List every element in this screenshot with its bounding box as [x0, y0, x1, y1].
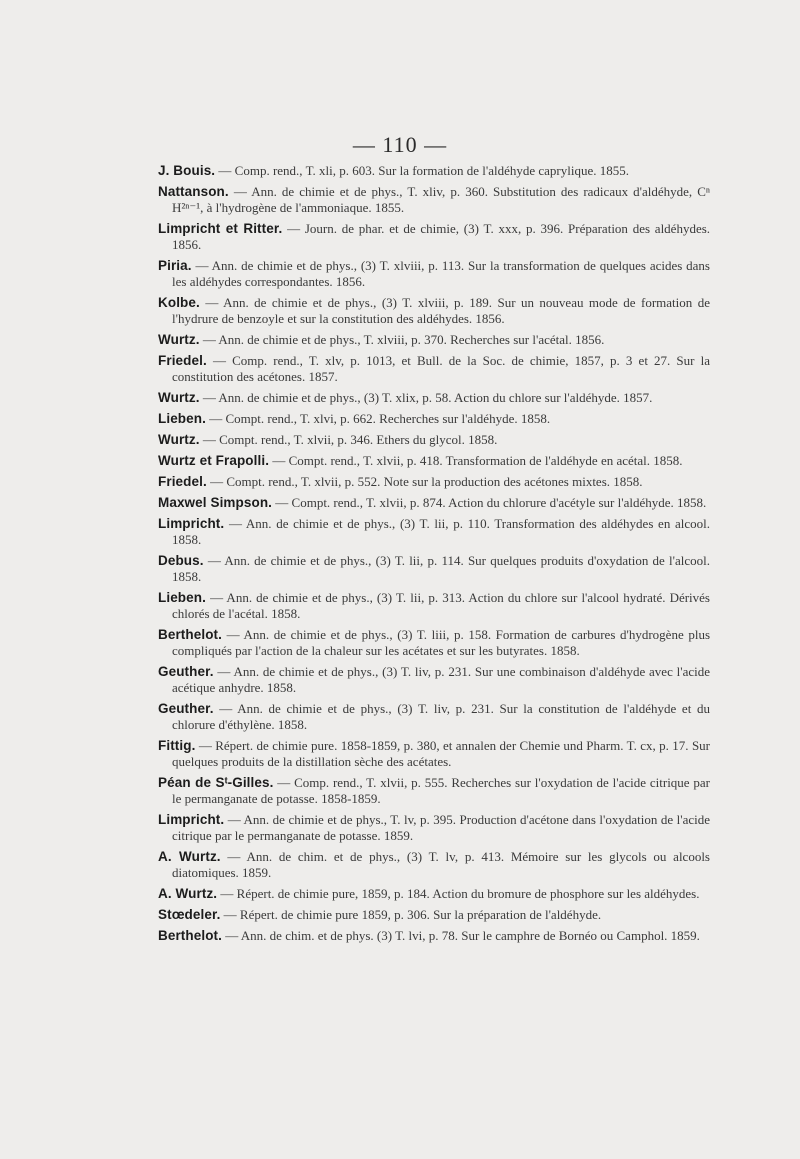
entry-author: Limpricht. — [158, 812, 225, 827]
entry-author: A. Wurtz. — [158, 849, 221, 864]
entry-reference: — Ann. de chimie et de phys., (3) T. lii, p. 110. Transformation des aldéhydes en alcool. 1858. — [172, 516, 711, 547]
entry-author: Piria. — [158, 258, 192, 273]
bibliography-entry — [158, 495, 710, 511]
entry-author: Nattanson. — [158, 184, 229, 199]
page-number: — 110 — — [352, 132, 448, 157]
entry-author: Wurtz. — [158, 432, 200, 447]
entry-reference: — Ann. de chim. et de phys. (3) T. lvi, p. 78. Sur le camphre de Bornéo ou Camphol. 1859. — [225, 928, 700, 943]
entry-author: Geuther. — [158, 664, 214, 679]
entry-reference: — Compt. rend., T. xlvii, p. 874. Action du chlorure d'acétyle sur l'aldéhyde. 1858. — [275, 495, 707, 510]
entry-author: Fittig. — [158, 738, 196, 753]
bibliography-entry — [158, 849, 710, 881]
bibliography-entry — [158, 886, 710, 902]
bibliography-entry — [158, 184, 710, 216]
bibliography-entry — [158, 432, 710, 448]
entry-author: A. Wurtz. — [158, 886, 218, 901]
entry-author: Friedel. — [158, 474, 207, 489]
entry-reference: — Compt. rend., T. xlvii, p. 552. Note sur la production des acétones mixtes. 1858. — [210, 474, 643, 489]
entry-author: Kolbe. — [158, 295, 200, 310]
entry-author: Wurtz et Frapolli. — [158, 453, 270, 468]
entry-author: J. Bouis. — [158, 163, 216, 178]
bibliography-entry — [158, 332, 710, 348]
entry-reference: — Comp. rend., T. xlv, p. 1013, et Bull. de la Soc. de chimie, 1857, p. 3 et 27. Sur la constitution des acétones. 1857. — [172, 353, 710, 384]
entry-reference: — Compt. rend., T. xlvi, p. 662. Recherches sur l'aldéhyde. 1858. — [209, 411, 551, 426]
entry-reference: — Ann. de chim. et de phys., (3) T. lv, p. 413. Mémoire sur les glycols ou alcools diatomiques. 1859. — [172, 849, 710, 880]
entry-author: Stœdeler. — [158, 907, 221, 922]
entry-author: Lieben. — [158, 411, 206, 426]
bibliography-entry — [158, 163, 710, 179]
entry-author: Maxwel Simpson. — [158, 495, 273, 510]
entry-author: Limpricht et Ritter. — [158, 221, 283, 236]
bibliography-entry — [158, 553, 710, 585]
entry-reference: — Compt. rend., T. xlvii, p. 346. Ethers du glycol. 1858. — [202, 432, 498, 447]
entry-reference: — Ann. de chimie et de phys., T. xlviii, p. 370. Recherches sur l'acétal. 1856. — [202, 332, 605, 347]
entry-reference: — Ann. de chimie et de phys., (3) T. xlix, p. 58. Action du chlore sur l'aldéhyde. 1857. — [202, 390, 653, 405]
bibliography-entry — [158, 738, 710, 770]
bibliography-entry — [158, 701, 710, 733]
bibliography-entry — [158, 775, 710, 807]
bibliography-entry — [158, 928, 710, 944]
bibliography-entry — [158, 907, 710, 923]
entry-reference: — Répert. de chimie pure. 1858-1859, p. 380, et annalen der Chemie und Pharm. T. cx, p. 17. Sur quelques produits de la distillation sèche des acétates. — [172, 738, 711, 769]
bibliography-entry — [158, 453, 710, 469]
entry-author: Péan de Sᵗ-Gilles. — [158, 775, 274, 790]
bibliography-entry — [158, 295, 710, 327]
bibliography-entry — [158, 812, 710, 844]
bibliography-entry — [158, 664, 710, 696]
entry-reference: — Comp. rend., T. xli, p. 603. Sur la formation de l'aldéhyde caprylique. 1855. — [218, 163, 629, 178]
entry-reference: — Comp. rend., T. xlvii, p. 555. Recherches sur l'oxydation de l'acide citrique par le permanganate de potasse. 1858-1859. — [172, 775, 711, 806]
entry-author: Limpricht. — [158, 516, 225, 531]
entry-author: Lieben. — [158, 590, 206, 605]
bibliography-entry — [158, 353, 710, 385]
entry-reference: — Compt. rend., T. xlvii, p. 418. Transformation de l'aldéhyde en acétal. 1858. — [272, 453, 683, 468]
entry-reference: — Ann. de chimie et de phys., (3) T. liv, p. 231. Sur la constitution de l'aldéhyde et du chlorure d'éthylène. 1858. — [172, 701, 710, 732]
entry-reference: — Ann. de chimie et de phys., (3) T. xlviii, p. 189. Sur un nouveau mode de formation de l'hydrure de benzoyle et sur la constitution des aldéhydes. 1856. — [172, 295, 710, 326]
entry-reference: — Ann. de chimie et de phys., (3) T. liii, p. 158. Formation de carbures d'hydrogène plus compliqués par l'action de la chaleur sur les acétates et sur les butyrates. 1858. — [172, 627, 711, 658]
bibliography-entry — [158, 390, 710, 406]
bibliography-entry — [158, 474, 710, 490]
entry-reference: — Ann. de chimie et de phys., (3) T. xlviii, p. 113. Sur la transformation de quelques acides dans les aldéhydes correspondantes. 1856. — [172, 258, 710, 289]
bibliography-entry — [158, 258, 710, 290]
entry-reference: — Ann. de chimie et de phys., (3) T. lii, p. 114. Sur quelques produits d'oxydation de l'alcool. 1858. — [172, 553, 710, 584]
bibliography-entry — [158, 590, 710, 622]
bibliography-entry — [158, 411, 710, 427]
bibliography-entry — [158, 221, 710, 253]
entry-author: Berthelot. — [158, 928, 223, 943]
entry-reference: — Répert. de chimie pure 1859, p. 306. Sur la préparation de l'aldéhyde. — [223, 907, 602, 922]
entry-reference: — Ann. de chimie et de phys., T. lv, p. 395. Production d'acétone dans l'oxydation de l'acide citrique par le permanganate de potasse. 1859. — [172, 812, 711, 843]
entry-reference: — Répert. de chimie pure, 1859, p. 184. Action du bromure de phosphore sur les aldéhydes. — [220, 886, 700, 901]
entry-reference: — Ann. de chimie et de phys., (3) T. liv, p. 231. Sur une combinaison d'aldéhyde avec l'acide acétique anhydre. 1858. — [172, 664, 711, 695]
entry-author: Geuther. — [158, 701, 214, 716]
bibliography-list — [158, 163, 710, 949]
entry-author: Debus. — [158, 553, 204, 568]
bibliography-entry — [158, 627, 710, 659]
entry-reference: — Journ. de phar. et de chimie, (3) T. xxx, p. 396. Préparation des aldéhydes. 1856. — [172, 221, 711, 252]
entry-reference: — Ann. de chimie et de phys., T. xliv, p. 360. Substitution des radicaux d'aldéhyde, Cⁿ H²ⁿ⁻¹, à l'hydrogène de l'ammoniaque. 1855. — [172, 184, 711, 215]
entry-author: Wurtz. — [158, 332, 200, 347]
bibliography-entry — [158, 516, 710, 548]
entry-author: Friedel. — [158, 353, 207, 368]
entry-reference: — Ann. de chimie et de phys., (3) T. lii, p. 313. Action du chlore sur l'alcool hydraté. Dérivés chlorés de l'acétal. 1858. — [172, 590, 710, 621]
entry-author: Wurtz. — [158, 390, 200, 405]
entry-author: Berthelot. — [158, 627, 223, 642]
